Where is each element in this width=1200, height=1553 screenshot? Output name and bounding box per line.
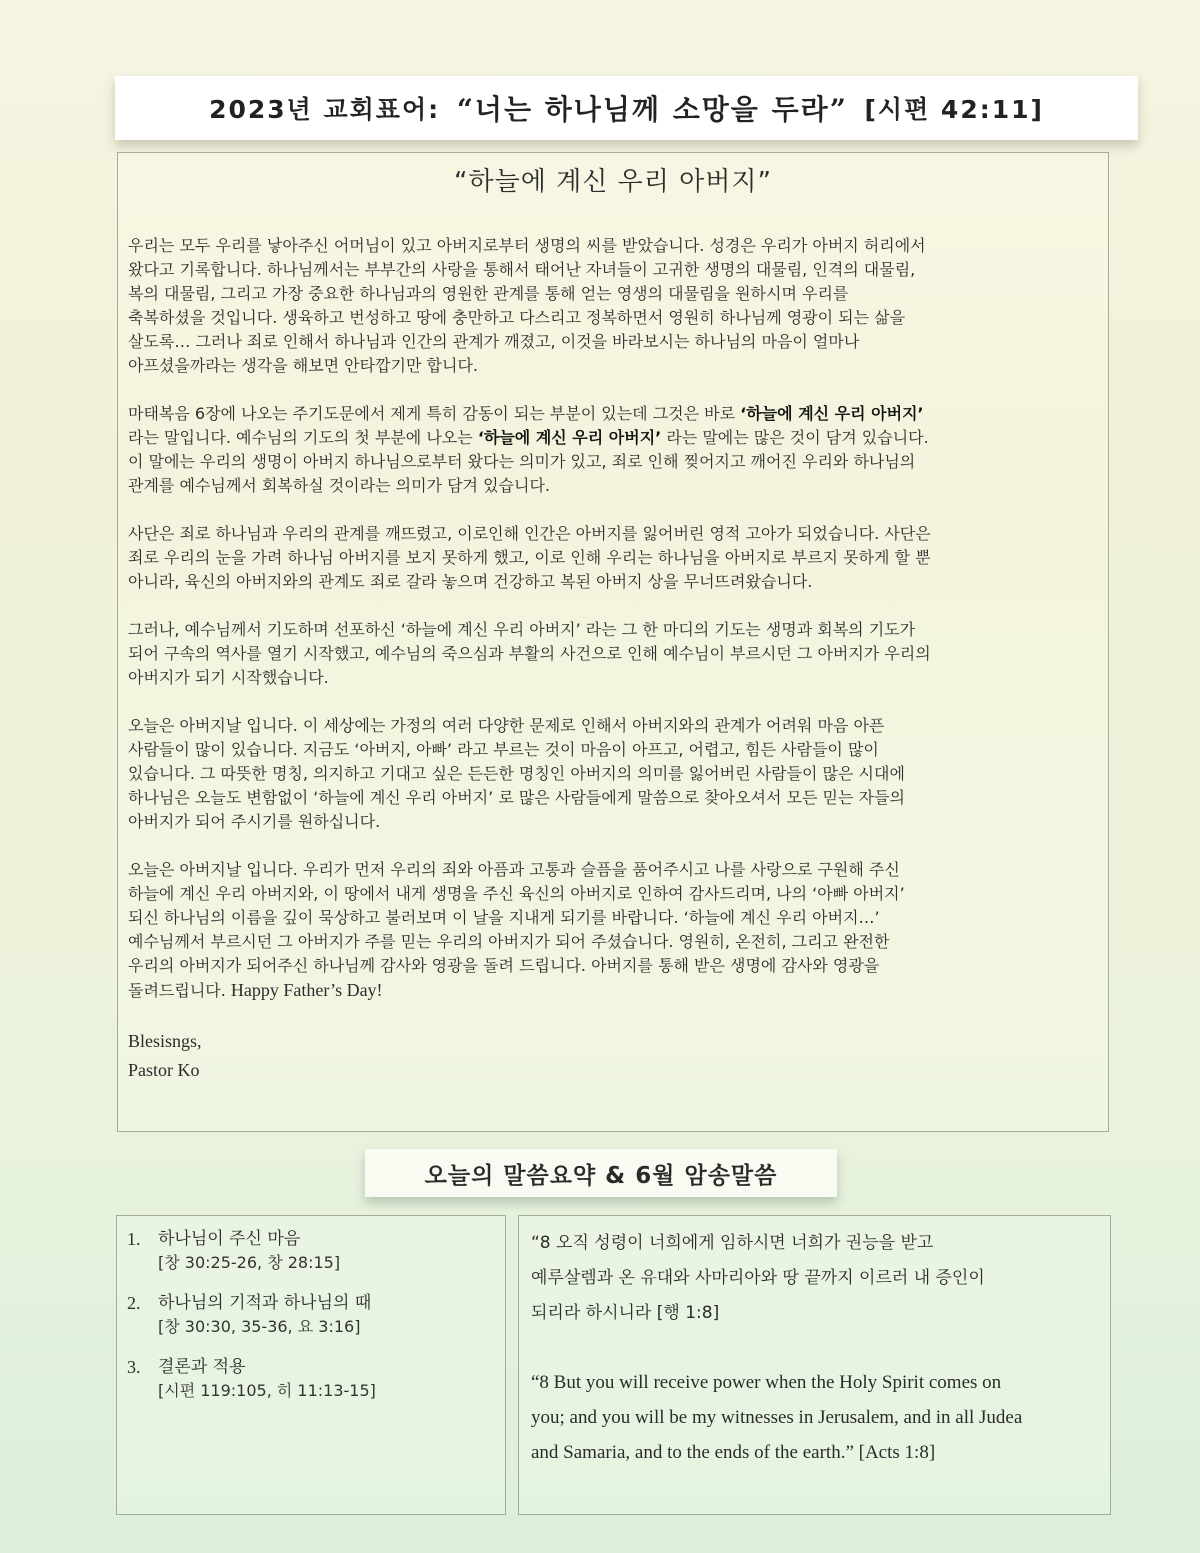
letter-paragraph-4: 그러나, 예수님께서 기도하며 선포하신 ‘하늘에 계신 우리 아버지’ 라는 그 한 마디의 기도는 생명과 회복의 기도가 되어 구속의 역사를 열기 시작했고, 예수님의 죽으심과 부활의 사건으로 인해 예수님이 부르시던 그 아버지가 우리의 아버지가 되기 시작했습니다. xyxy=(128,620,931,687)
summary-banner: 오늘의 말씀요약 & 6월 암송말씀 xyxy=(365,1149,837,1197)
p2-text-a: 마태복음 6장에 나오는 주기도문에서 제게 특히 감동이 되는 부분이 있는데 그것은 바로 xyxy=(128,404,741,423)
letter-paragraph-5: 오늘은 아버지날 입니다. 이 세상에는 가정의 여러 다양한 문제로 인해서 아버지와의 관계가 어려워 마음 아픈 사람들이 많이 있습니다. 지금도 ‘아버지, 아빠’ 라고 부르는 것이 마음이 아프고, 어렵고, 힘든 사람들이 많이 있습니다. 그 따뜻한 명칭, 의지하고 기대고 싶은 든든한 명칭인 아버지의 의미를 잃어버린 사람들이 많은 시대에 하나님은 오늘도 변함없이 ‘하늘에 계신 우리 아버지’ 로 많은 사람들에게 말씀으로 찾아오셔서 모든 믿는 자들의 아버지가 되어 주시기를 원하십니다. xyxy=(128,716,905,831)
motto-prefix: 2023년 교회표어: xyxy=(209,95,451,124)
sermon-item xyxy=(127,1356,495,1402)
motto-banner xyxy=(115,76,1138,140)
sermon-title: 결론과 적용 xyxy=(158,1357,246,1377)
memory-verse-english: “8 But you will receive power when the Holy Spirit comes on you; and you will be my witnesses in Jerusalem, and in all Judea and Samaria, and to the ends of the earth.” [Acts 1:8] xyxy=(531,1372,1023,1463)
sermon-number: 1. xyxy=(127,1229,141,1249)
p6-english: Happy Father’s Day! xyxy=(230,980,383,1000)
p2-emphasis-2: ‘하늘에 계신 우리 아버지’ xyxy=(477,428,662,447)
sermon-title: 하나님의 기적과 하나님의 때 xyxy=(158,1293,372,1313)
letter-paragraph-1: 우리는 모두 우리를 낳아주신 어머님이 있고 아버지로부터 생명의 씨를 받았습니다. 성경은 우리가 아버지 허리에서 왔다고 기록합니다. 하나님께서는 부부간의 사랑을 통해서 태어난 자녀들이 고귀한 생명의 대물림, 인격의 대물림, 복의 대물림, 그리고 가장 중요한 하나님과의 영원한 관계를 통해 얻는 영생의 대물림을 원하시며 우리를 축복하셨을 것입니다. 생육하고 번성하고 땅에 충만하고 다스리고 정복하면서 영원히 하나님께 영광이 되는 삶을 살도록… 그러나 죄로 인해서 하나님과 인간의 관계가 깨졌고, 이것을 바라보시는 하나님의 마음이 얼마나 아프셨을까라는 생각을 해보면 안타깝기만 합니다. xyxy=(128,236,926,375)
p2-text-e: 라는 말에는 많은 것이 담겨 있습니다. 이 말에는 우리의 생명이 아버지 하나님으로부터 왔다는 의미가 있고, 죄로 인해 찢어지고 깨어진 우리와 하나님의 관계를 예수님께서 회복하실 것이라는 의미가 담겨 있습니다. xyxy=(128,428,929,495)
letter-paragraph-2 xyxy=(128,402,1098,498)
p2-text-c: 라는 말입니다. 예수님의 기도의 첫 부분에 나오는 xyxy=(128,428,473,447)
letter-paragraph-3: 사단은 죄로 하나님과 우리의 관계를 깨뜨렸고, 이로인해 인간은 아버지를 잃어버린 영적 고아가 되었습니다. 사단은 죄로 우리의 눈을 가려 하나님 아버지를 보지 못하게 했고, 이로 인해 우리는 하나님을 아버지로 부르지 못하게 할 뿐 아니라, 육신의 아버지와의 관계도 죄로 갈라 놓으며 건강하고 복된 아버지 상을 무너뜨려왔습니다. xyxy=(128,524,931,591)
sermon-item xyxy=(127,1228,495,1274)
sermon-item xyxy=(127,1292,495,1338)
motto-ref: [시편 42:11] xyxy=(853,95,1044,124)
p6-text: 오늘은 아버지날 입니다. 우리가 먼저 우리의 죄와 아픔과 고통과 슬픔을 품어주시고 나를 사랑으로 구원해 주신 하늘에 계신 우리 아버지와, 이 땅에서 내게 생명을 주신 육신의 아버지로 인하여 감사드리며, 나의 ‘아빠 아버지’ 되신 하나님의 이름을 깊이 묵상하고 불러보며 이 날을 지내게 되기를 바랍니다. ‘하늘에 계신 우리 아버지…’ 예수님께서 부르시던 그 아버지가 주를 믿는 우리의 아버지가 되어 주셨습니다. 영원히, 온전히, 그리고 완전한 우리의 아버지가 되어주신 하나님께 감사와 영광을 돌려 드립니다. 아버지를 통해 받은 생명에 감사와 영광을 돌려드립니다. xyxy=(128,860,905,1000)
sermon-reference: [창 30:30, 35-36, 요 3:16] xyxy=(158,1317,361,1336)
signature-name: Pastor Ko xyxy=(128,1060,200,1080)
sermon-title: 하나님이 주신 마음 xyxy=(158,1229,301,1249)
sermon-reference: [시편 119:105, 히 11:13-15] xyxy=(158,1381,376,1400)
p2-emphasis-1: ‘하늘에 계신 우리 아버지’ xyxy=(740,404,924,423)
letter-signature xyxy=(128,1027,1098,1085)
letter-title: “하늘에 계신 우리 아버지” xyxy=(454,167,772,197)
pastor-letter xyxy=(117,152,1109,1132)
memory-verse-korean: “8 오직 성령이 너희에게 임하시면 너희가 권능을 받고 예루살렘과 온 유대와 사마리아와 땅 끝까지 이르러 내 증인이 되리라 하시니라 [행 1:8] xyxy=(531,1233,985,1323)
motto-quote: “너는 하나님께 소망을 두라” xyxy=(456,93,848,126)
memory-verse-box xyxy=(518,1215,1111,1515)
sermon-summary-box xyxy=(116,1215,506,1515)
sermon-number: 2. xyxy=(127,1293,141,1313)
signature-closing: Blesisngs, xyxy=(128,1031,202,1051)
letter-paragraph-6 xyxy=(128,858,1098,1003)
sermon-reference: [창 30:25-26, 창 28:15] xyxy=(158,1253,341,1272)
sermon-number: 3. xyxy=(127,1357,141,1377)
